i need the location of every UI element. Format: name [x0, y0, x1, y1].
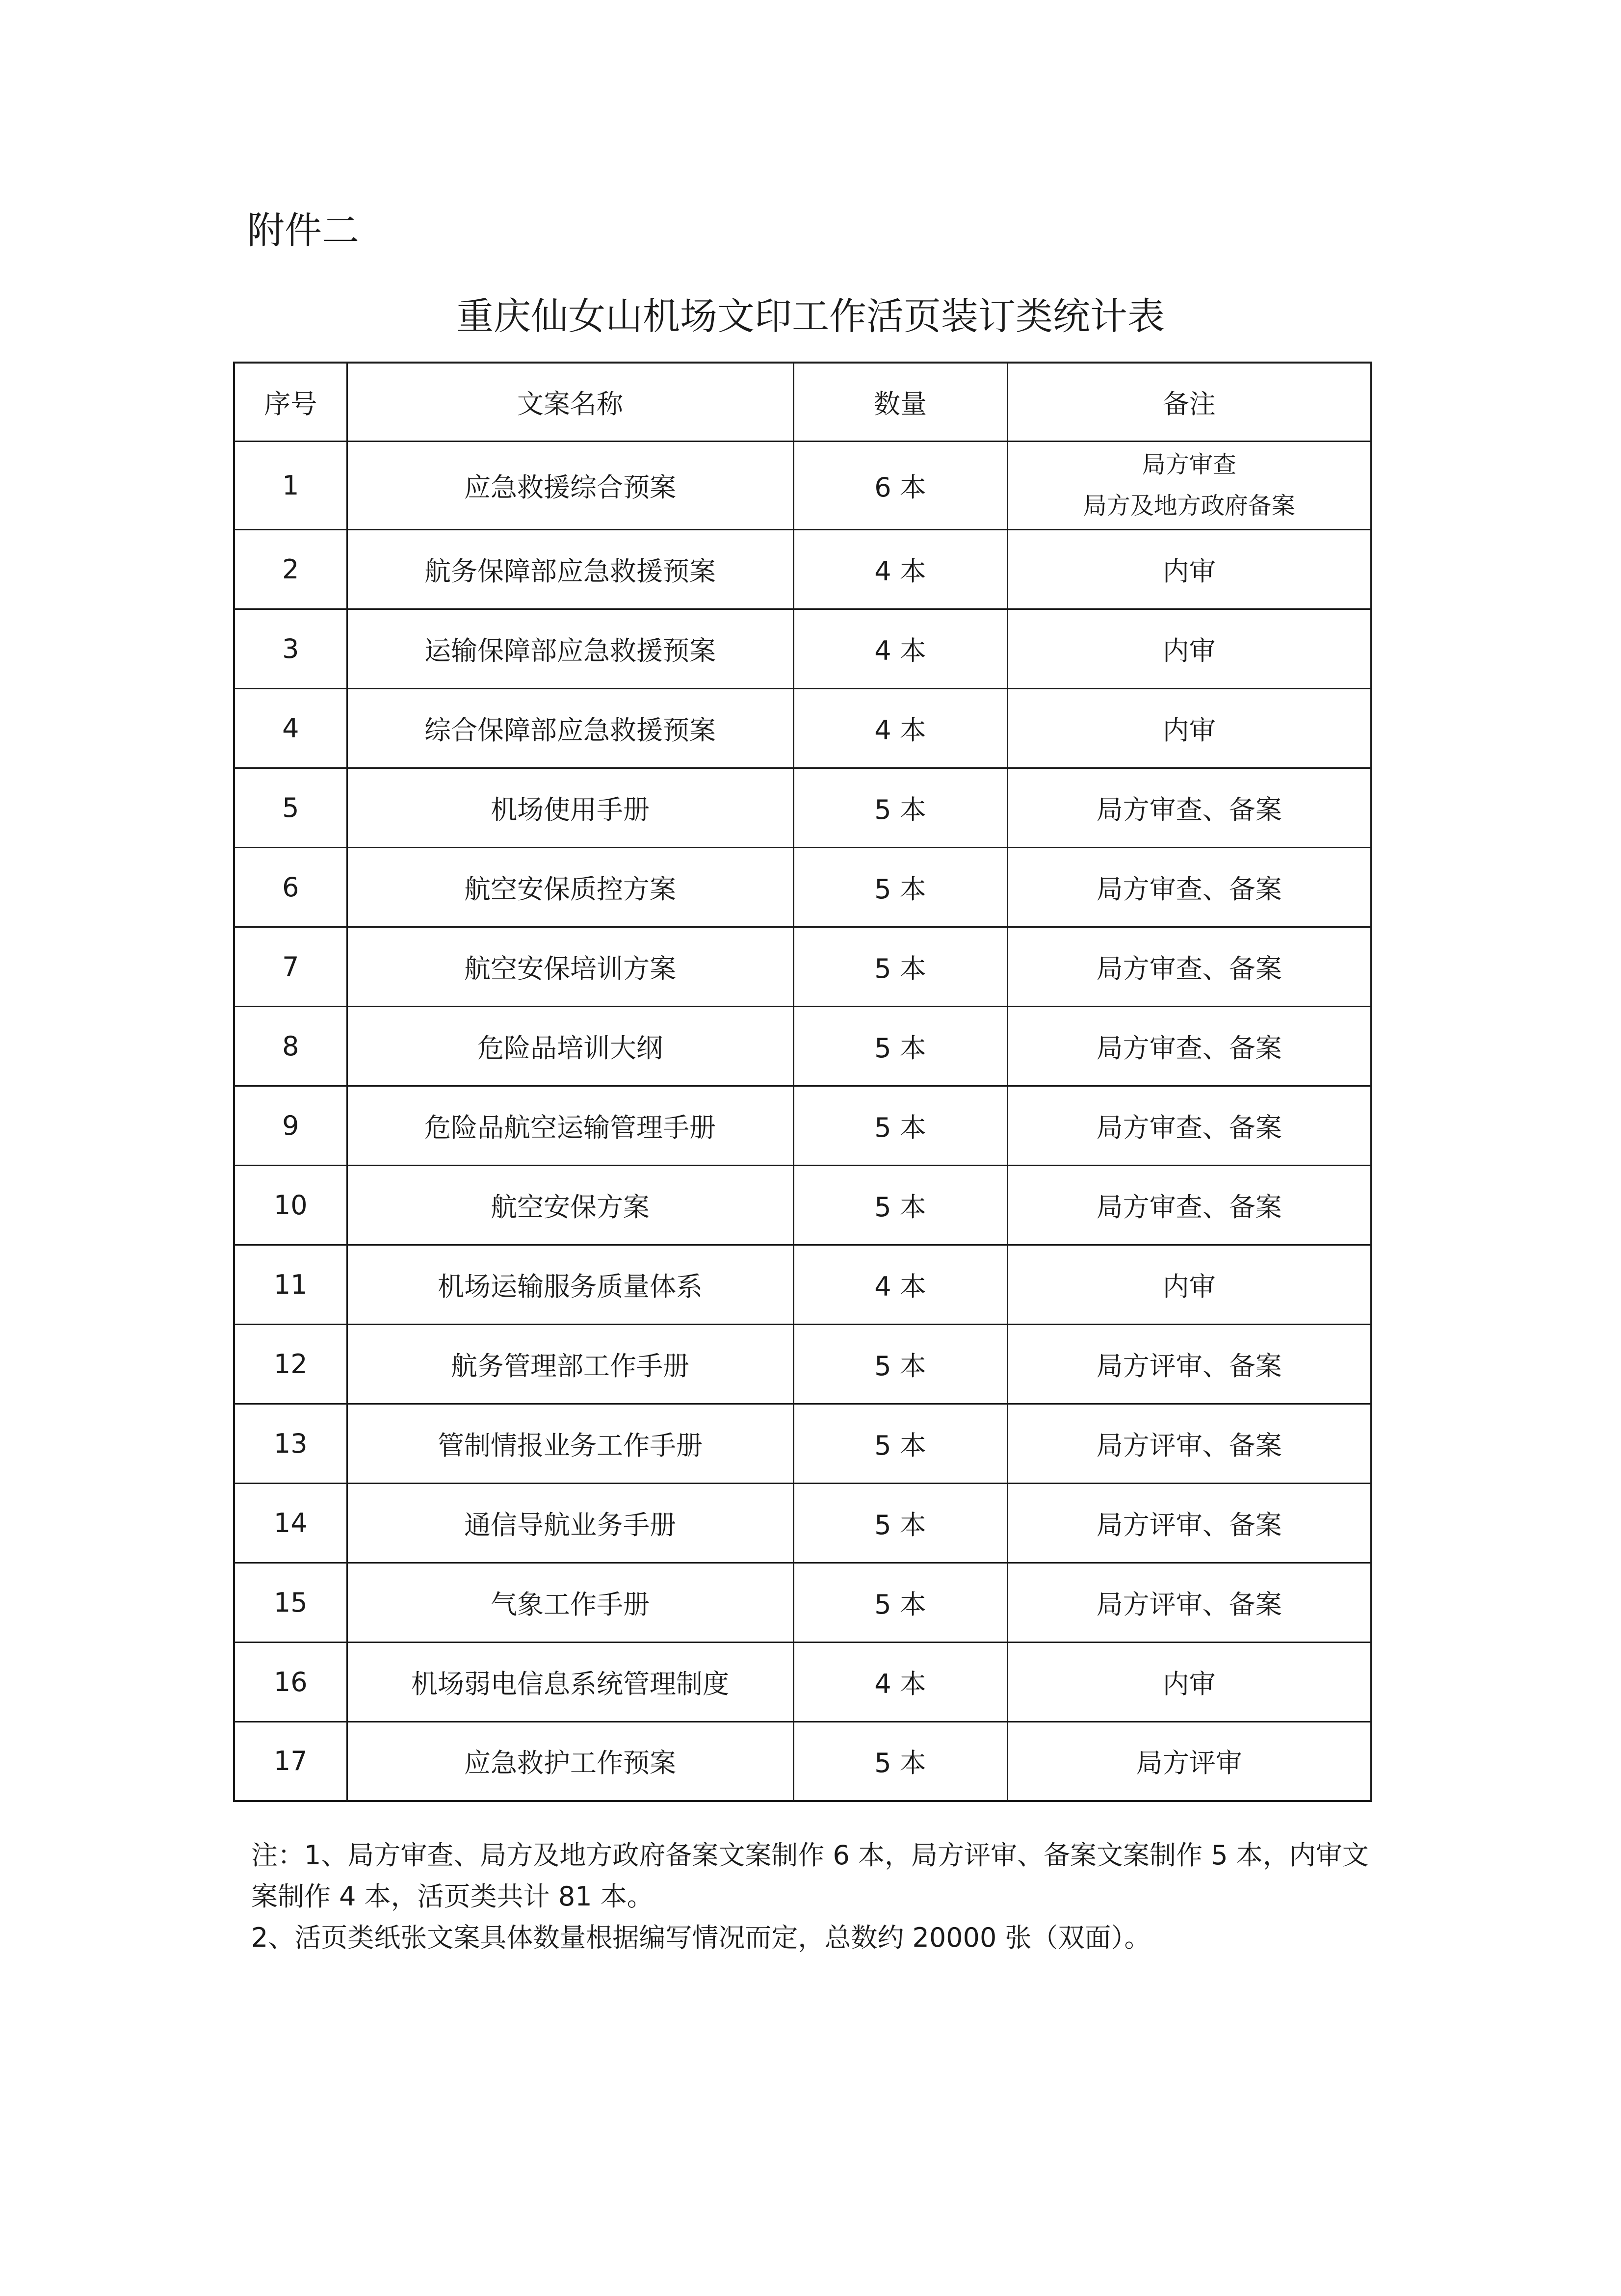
cell-qty: 4 本: [793, 1642, 1007, 1722]
table-header-row: [234, 363, 1371, 441]
note-2: 2、活页类纸张文案具体数量根据编写情况而定，总数约 20000 张（双面）。: [251, 1922, 1151, 1953]
table-row: [234, 1722, 1371, 1801]
remark-line: 局方审查、备案: [1096, 953, 1282, 984]
cell-remark: [1007, 529, 1371, 609]
cell-seq: 8: [234, 1006, 347, 1086]
remark-line: 局方评审、备案: [1096, 1350, 1282, 1382]
cell-seq: 13: [234, 1404, 347, 1483]
table-row: [234, 847, 1371, 927]
document-title: 重庆仙女山机场文印工作活页装订类统计表: [456, 294, 1165, 338]
cell-remark: [1007, 609, 1371, 688]
remark-line: 内审: [1162, 714, 1216, 746]
cell-remark: [1007, 1245, 1371, 1324]
table-row: [234, 1086, 1371, 1165]
note-1: 注：1、局方审查、局方及地方政府备案文案制作 6 本，局方评审、备案文案制作 5 本，内审文案制作 4 本，活页类共计 81 本。: [251, 1840, 1369, 1912]
remark-line: 局方审查、备案: [1096, 1191, 1282, 1223]
cell-seq: 2: [234, 529, 347, 609]
cell-seq: 7: [234, 927, 347, 1006]
cell-seq: 6: [234, 847, 347, 927]
cell-remark: [1007, 1404, 1371, 1483]
cell-seq: 10: [234, 1165, 347, 1245]
table-row: [234, 688, 1371, 768]
table-row: [234, 768, 1371, 847]
cell-name: 应急救援综合预案: [347, 441, 793, 529]
cell-seq: 15: [234, 1563, 347, 1642]
cell-qty: 4 本: [793, 609, 1007, 688]
cell-qty: 5 本: [793, 1165, 1007, 1245]
cell-remark: [1007, 1086, 1371, 1165]
cell-name: 机场弱电信息系统管理制度: [347, 1642, 793, 1722]
table-row: [234, 441, 1371, 529]
cell-qty: 6 本: [793, 441, 1007, 529]
remark-line: 局方审查、备案: [1096, 873, 1282, 905]
cell-seq: 11: [234, 1245, 347, 1324]
cell-qty: 4 本: [793, 1245, 1007, 1324]
header-remark: 备注: [1007, 363, 1371, 441]
cell-remark: [1007, 847, 1371, 927]
cell-remark: [1007, 1165, 1371, 1245]
cell-qty: 5 本: [793, 1563, 1007, 1642]
cell-remark: [1007, 1006, 1371, 1086]
cell-qty: 5 本: [793, 1006, 1007, 1086]
cell-name: 危险品航空运输管理手册: [347, 1086, 793, 1165]
cell-name: 气象工作手册: [347, 1563, 793, 1642]
cell-qty: 5 本: [793, 1324, 1007, 1404]
table-row: [234, 529, 1371, 609]
remark-line: 内审: [1162, 1271, 1216, 1302]
table-row: [234, 1483, 1371, 1563]
cell-remark: [1007, 1722, 1371, 1801]
cell-qty: 5 本: [793, 847, 1007, 927]
notes-section: [251, 1835, 1389, 1958]
cell-remark: [1007, 1324, 1371, 1404]
remark-line: 局方评审、备案: [1096, 1430, 1282, 1461]
cell-remark: [1007, 1642, 1371, 1722]
cell-name: 航空安保方案: [347, 1165, 793, 1245]
remark-line: 局方评审: [1136, 1748, 1242, 1779]
cell-name: 综合保障部应急救援预案: [347, 688, 793, 768]
cell-name: 通信导航业务手册: [347, 1483, 793, 1563]
remark-line: 局方及地方政府备案: [1083, 492, 1295, 520]
cell-qty: 4 本: [793, 688, 1007, 768]
cell-name: 航空安保培训方案: [347, 927, 793, 1006]
cell-seq: 17: [234, 1722, 347, 1801]
cell-name: 应急救护工作预案: [347, 1722, 793, 1801]
cell-seq: 14: [234, 1483, 347, 1563]
cell-remark: [1007, 1483, 1371, 1563]
cell-qty: 5 本: [793, 1086, 1007, 1165]
cell-seq: 16: [234, 1642, 347, 1722]
cell-seq: 1: [234, 441, 347, 529]
cell-name: 危险品培训大纲: [347, 1006, 793, 1086]
header-qty: 数量: [793, 363, 1007, 441]
cell-name: 航空安保质控方案: [347, 847, 793, 927]
table-row: [234, 927, 1371, 1006]
cell-qty: 5 本: [793, 768, 1007, 847]
table-row: [234, 1563, 1371, 1642]
cell-remark: [1007, 688, 1371, 768]
table-row: [234, 1324, 1371, 1404]
cell-name: 运输保障部应急救援预案: [347, 609, 793, 688]
remark-line: 局方审查、备案: [1096, 1032, 1282, 1064]
header-seq: 序号: [234, 363, 347, 441]
cell-remark: [1007, 441, 1371, 529]
cell-seq: 5: [234, 768, 347, 847]
cell-name: 航务保障部应急救援预案: [347, 529, 793, 609]
table-row: [234, 609, 1371, 688]
table-row: [234, 1006, 1371, 1086]
remark-line: 内审: [1162, 635, 1216, 666]
remark-line: 内审: [1162, 555, 1216, 587]
cell-seq: 4: [234, 688, 347, 768]
cell-remark: [1007, 768, 1371, 847]
cell-name: 管制情报业务工作手册: [347, 1404, 793, 1483]
remark-line: 局方评审、备案: [1096, 1509, 1282, 1540]
remark-line: 局方审查、备案: [1096, 1112, 1282, 1143]
cell-qty: 4 本: [793, 529, 1007, 609]
cell-remark: [1007, 927, 1371, 1006]
cell-qty: 5 本: [793, 1404, 1007, 1483]
header-name: 文案名称: [347, 363, 793, 441]
cell-name: 机场运输服务质量体系: [347, 1245, 793, 1324]
table-row: [234, 1165, 1371, 1245]
remark-line: 内审: [1162, 1668, 1216, 1699]
table-row: [234, 1404, 1371, 1483]
remark-line: 局方评审、备案: [1096, 1589, 1282, 1620]
cell-seq: 12: [234, 1324, 347, 1404]
attachment-label: 附件二: [247, 209, 359, 252]
table-row: [234, 1642, 1371, 1722]
cell-remark: [1007, 1563, 1371, 1642]
remark-line: 局方审查、备案: [1096, 794, 1282, 825]
statistics-table: [233, 362, 1372, 1802]
cell-qty: 5 本: [793, 1483, 1007, 1563]
cell-qty: 5 本: [793, 1722, 1007, 1801]
table-body: [234, 441, 1371, 1801]
cell-seq: 9: [234, 1086, 347, 1165]
cell-qty: 5 本: [793, 927, 1007, 1006]
cell-name: 航务管理部工作手册: [347, 1324, 793, 1404]
cell-seq: 3: [234, 609, 347, 688]
table-row: [234, 1245, 1371, 1324]
remark-line: 局方审查: [1142, 451, 1236, 478]
cell-name: 机场使用手册: [347, 768, 793, 847]
